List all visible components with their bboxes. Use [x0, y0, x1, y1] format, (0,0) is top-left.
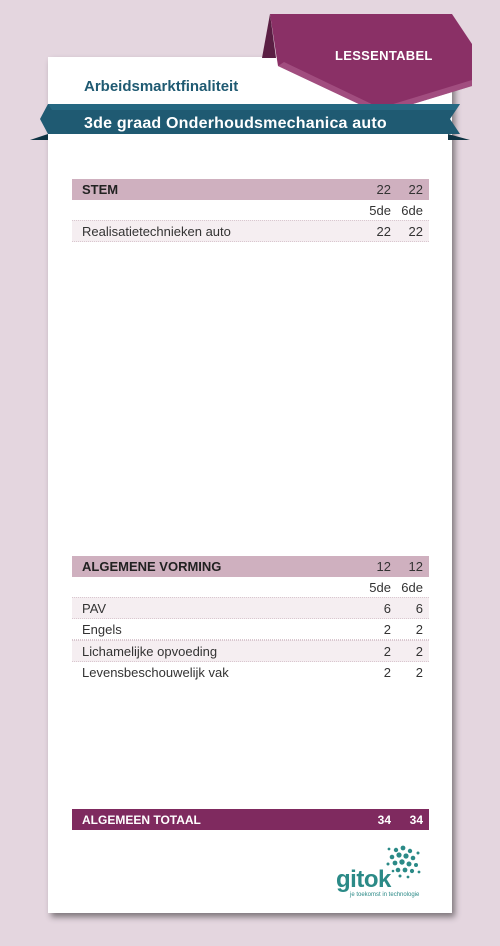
hours-5de: 2 — [383, 622, 391, 637]
hours-6de: 6 — [415, 601, 423, 616]
year-6de-label: 6de — [401, 203, 423, 218]
total-5de: 12 — [376, 559, 391, 574]
subject-label: PAV — [82, 601, 107, 616]
total-5de: 22 — [376, 182, 391, 197]
table-row — [72, 220, 429, 242]
totaal-6de: 34 — [409, 813, 423, 827]
section-header — [72, 556, 429, 577]
page-subtitle: Arbeidsmarktfinaliteit — [84, 78, 239, 95]
total-6de: 22 — [408, 182, 423, 197]
banner-title: 3de graad Onderhoudsmechanica auto — [84, 115, 387, 132]
subject-label: Engels — [82, 622, 122, 637]
hours-5de: 2 — [383, 665, 391, 680]
logo-wordmark: gitok — [336, 866, 391, 893]
year-5de-label: 5de — [369, 203, 391, 218]
logo-tagline: je toekomst in technologie — [350, 892, 420, 898]
totaal-5de: 34 — [377, 813, 391, 827]
lessentabel-ribbon — [262, 14, 472, 114]
total-6de: 12 — [408, 559, 423, 574]
ribbon-title: LESSENTABEL — [335, 48, 433, 63]
year-5de-label: 5de — [369, 580, 391, 595]
hours-5de: 6 — [383, 601, 391, 616]
table-row — [72, 662, 429, 682]
hours-6de: 22 — [408, 224, 423, 239]
algemeen-totaal-row — [72, 809, 429, 830]
year-6de-label: 6de — [401, 580, 423, 595]
year-header-row — [72, 200, 429, 220]
subject-label: Realisatietechnieken auto — [82, 224, 231, 239]
hours-6de: 2 — [415, 622, 423, 637]
table-row — [72, 619, 429, 640]
hours-6de: 2 — [415, 644, 423, 659]
algemene-vorming-section — [72, 556, 429, 682]
subject-label: Lichamelijke opvoeding — [82, 644, 218, 659]
hours-5de: 22 — [376, 224, 391, 239]
hours-6de: 2 — [415, 665, 423, 680]
section-title: ALGEMENE VORMING — [82, 559, 222, 574]
stem-section — [72, 179, 429, 242]
year-header-row — [72, 577, 429, 597]
hours-5de: 2 — [383, 644, 391, 659]
table-row — [72, 597, 429, 619]
totaal-label: ALGEMEEN TOTAAL — [82, 813, 201, 827]
section-title: STEM — [82, 182, 119, 197]
subject-label: Levensbeschouwelijk vak — [82, 665, 229, 680]
section-header — [72, 179, 429, 200]
table-row — [72, 640, 429, 662]
